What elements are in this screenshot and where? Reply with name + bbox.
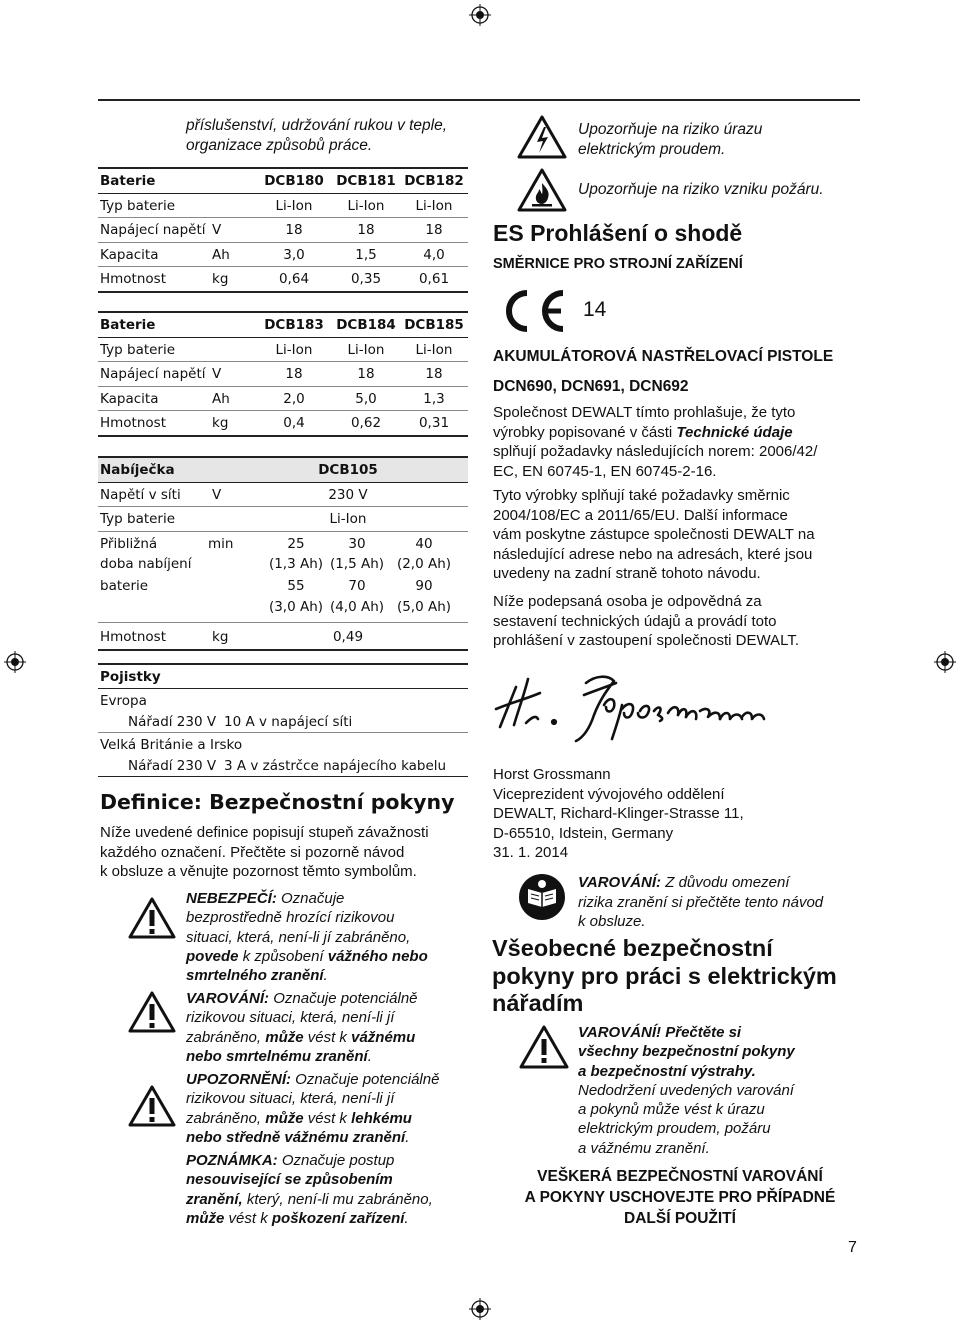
declaration-paragraph-2: Tyto výrobky splňují také požadavky směrnic 2004/108/EC a 2011/65/EU. Další informace vám poskytne zástupce společnosti DEWALT na následující adrese nebo na adresách, které jsou uvedeny na zadní straně tohoto návodu. — [493, 487, 815, 582]
caution-icon — [128, 1084, 176, 1128]
table-row: Nářadí 230 V 3 A v zástrčce napájecího kabelu — [98, 755, 468, 777]
registration-mark-icon — [469, 4, 491, 26]
table-row: Hmotnost kg 0,64 0,35 0,61 — [98, 267, 468, 293]
ce-mark-icon — [497, 287, 569, 335]
warning-icon — [128, 990, 176, 1034]
product-name: AKUMULÁTOROVÁ NASTŘELOVACÍ PISTOLE — [493, 348, 834, 365]
battery-table-2 — [98, 311, 468, 437]
table-header: Nabíječka DCB105 — [98, 456, 468, 483]
shock-warning-text: Upozorňuje na riziko úrazu elektrickým proudem. — [578, 121, 763, 158]
general-safety-heading: Všeobecné bezpečnostní pokyny pro práci s elektrickým nářadím — [492, 935, 837, 1016]
table-row: Hmotnost kg 0,4 0,62 0,31 — [98, 411, 468, 437]
read-manual-icon — [518, 873, 566, 921]
charger-table — [98, 456, 468, 651]
signature-image — [488, 665, 788, 750]
registration-mark-icon — [934, 651, 956, 673]
save-instructions: VEŠKERÁ BEZPEČNOSTNÍ VAROVÁNÍ A POKYNY USCHOVEJTE PRO PŘÍPADNÉ DALŠÍ POUŽITÍ — [524, 1168, 836, 1227]
table-row: Typ baterie Li-Ion Li-Ion Li-Ion — [98, 338, 468, 363]
table-row: Napájecí napětí V 18 18 18 — [98, 362, 468, 387]
table-header: Baterie DCB180 DCB181 DCB182 — [98, 167, 468, 194]
declaration-paragraph-3: Níže podepsaná osoba je odpovědná za sestavení technických údajů a provádí toto prohlášení v zastoupení společnosti DEWALT. — [493, 593, 800, 649]
battery-table-1 — [98, 167, 468, 293]
registration-mark-icon — [469, 1298, 491, 1320]
table-row: Typ baterie Li-Ion — [98, 507, 468, 532]
table-row: Napájecí napětí V 18 18 18 — [98, 218, 468, 243]
manual-warning: VAROVÁNÍ: Z důvodu omezení rizika zranění si přečtěte tento návod k obsluze. — [578, 874, 824, 930]
table-row: Kapacita Ah 3,0 1,5 4,0 — [98, 243, 468, 268]
warning-definition: VAROVÁNÍ: Označuje potenciálně rizikovou situaci, která, není-li jí zabráněno, může vést k vážnému nebo smrtelnému zranění. — [186, 990, 418, 1065]
table-row: Hmotnost kg 0,49 — [98, 623, 468, 651]
note-definition: POZNÁMKA: Označuje postup nesouvisející se způsobením zranění, který, není-li mu zabráněno, může vést k poškození zařízení. — [186, 1152, 433, 1227]
top-rule — [98, 99, 860, 101]
table-row: Přibližná doba nabíjení baterie min 25 30 40 (1,3 Ah) (1,5 Ah) (2,0 Ah) 55 70 90 (3,0 Ah) (4,0 Ah) (5,0 Ah) — [98, 532, 468, 623]
table-header: Pojistky — [98, 663, 468, 689]
registration-mark-icon — [4, 651, 26, 673]
danger-definition: NEBEZPEČÍ: Označuje bezprostředně hrozící rizikovou situaci, která, není-li jí zabráněno, povede k způsobení vážného nebo smrtelného zranění. — [186, 890, 428, 985]
table-row: Evropa — [100, 693, 147, 709]
definitions-intro: Níže uvedené definice popisují stupeň závažnosti každého označení. Přečtěte si pozorně návod k obsluze a věnujte pozornost těmto symbolům. — [100, 824, 429, 880]
directive-subtitle: SMĚRNICE PRO STROJNÍ ZAŘÍZENÍ — [493, 256, 743, 272]
fire-warning-text: Upozorňuje na riziko vzniku požáru. — [578, 181, 824, 198]
table-row: Kapacita Ah 2,0 5,0 1,3 — [98, 387, 468, 412]
fire-icon — [517, 167, 567, 213]
ce-year: 14 — [583, 298, 607, 321]
table-row: Nářadí 230 V 10 A v napájecí síti — [98, 711, 468, 733]
table-header: Baterie DCB183 DCB184 DCB185 — [98, 311, 468, 338]
signer-block: Horst Grossmann Viceprezident vývojového oddělení DEWALT, Richard-Klinger-Strasse 11, D-65510, Idstein, Germany 31. 1. 2014 — [493, 766, 744, 861]
definitions-heading: Definice: Bezpečnostní pokyny — [100, 790, 455, 814]
intro-text: příslušenství, udržování rukou v teple, organizace způsobů práce. — [186, 117, 448, 154]
electric-shock-icon — [517, 114, 567, 160]
declaration-heading: ES Prohlášení o shodě — [493, 220, 743, 246]
declaration-paragraph-1: Společnost DEWALT tímto prohlašuje, že tyto výrobky popisované v části Technické údaje splňují požadavky následujících norem: 2006/42/ EC, EN 60745-1, EN 60745-2-16. — [493, 404, 818, 480]
page-number: 7 — [848, 1239, 857, 1256]
product-models: DCN690, DCN691, DCN692 — [493, 378, 689, 395]
general-warning-text: VAROVÁNÍ! Přečtěte si všechny bezpečnostní pokyny a bezpečnostní výstrahy. Nedodržení uvedených varování a pokynů může vést k úrazu elektrickým proudem, požáru a vážnému zranění. — [578, 1024, 795, 1157]
fuses-table — [98, 663, 468, 777]
danger-warning-icon — [128, 896, 176, 940]
table-row: Velká Británie a Irsko — [100, 737, 243, 753]
general-warning-icon — [519, 1024, 569, 1070]
caution-definition: UPOZORNĚNÍ: Označuje potenciálně rizikovou situaci, která, není-li jí zabráněno, může vést k lehkému nebo středně vážnému zranění. — [186, 1071, 440, 1146]
table-row: Napětí v síti V 230 V — [98, 483, 468, 508]
table-row: Typ baterie Li-Ion Li-Ion Li-Ion — [98, 194, 468, 219]
